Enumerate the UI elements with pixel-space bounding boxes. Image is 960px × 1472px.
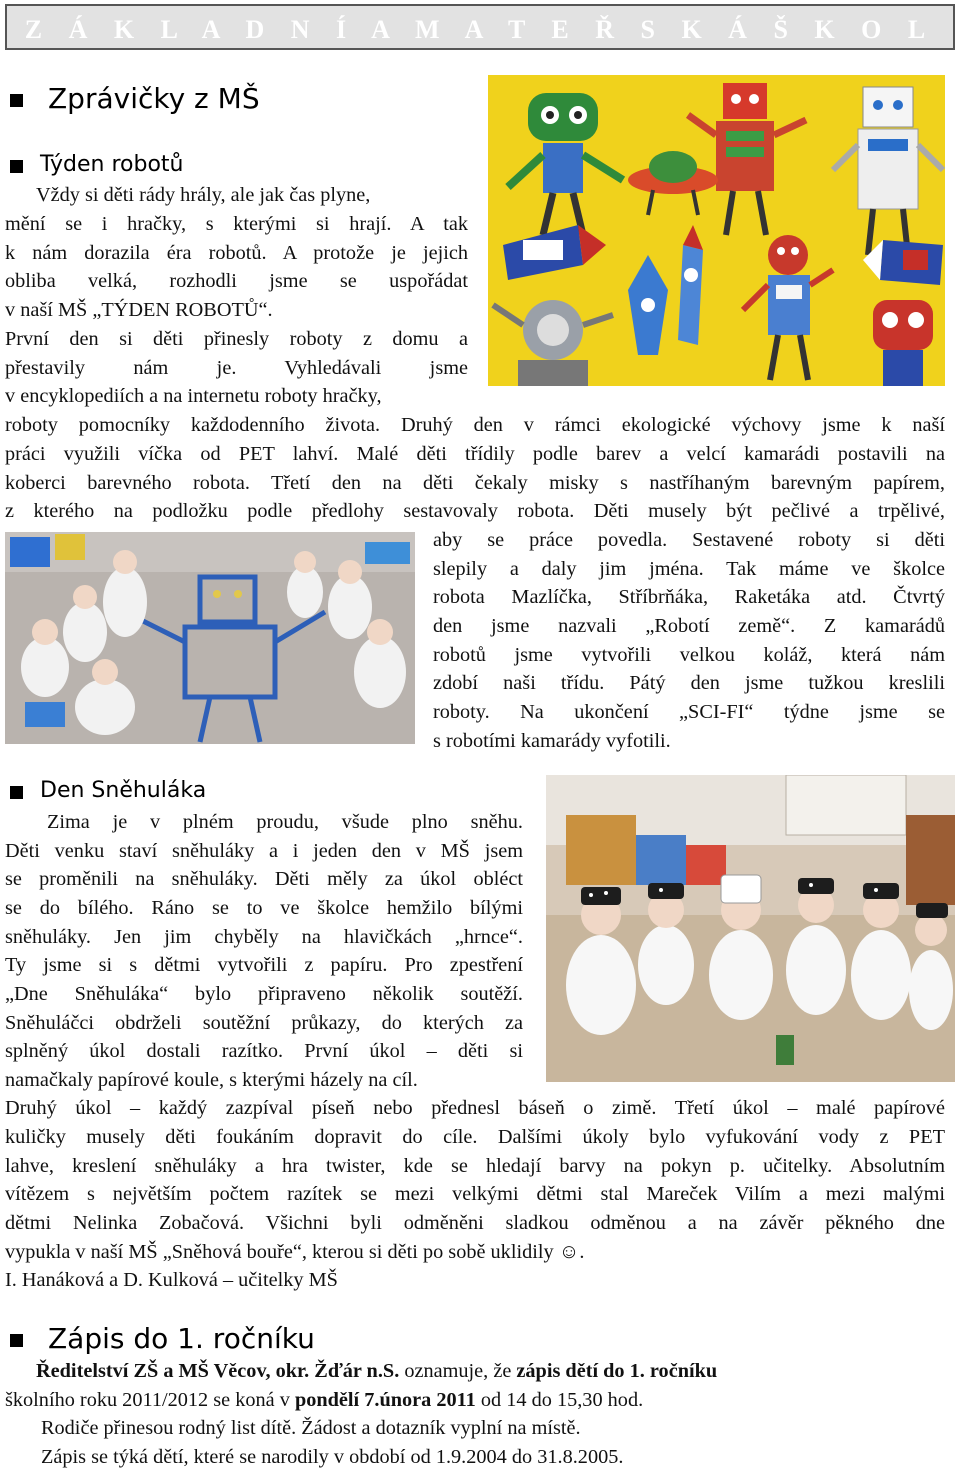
- robots-paragraph-line: v naší MŠ „TÝDEN ROBOTŮ“.: [5, 299, 273, 321]
- zapis-text: od 14 do 15,30 hod.: [475, 1389, 644, 1411]
- snowman-paragraph-line: splněný úkol dostali razítko. První úkol – děti si: [5, 1040, 523, 1062]
- robots-paragraph-line: koberci barevného robota. Třetí den na děti čekaly misky s nastříhaným barevným papírem,: [5, 472, 945, 494]
- robots-paragraph-line: den jsme nazvali „Robotí země“. Z kamarádů: [433, 615, 945, 637]
- robots-paragraph-line: zdobí naši třídu. Pátý den jsme tužkou kreslili: [433, 672, 945, 694]
- school-header-title: Z Á K L A D N Í A M A T E Ř S K Á Š K O L A: [24, 15, 936, 74]
- article-title-zapis: Zápis do 1. ročníku: [48, 1322, 315, 1355]
- bullet-square-icon: [10, 160, 23, 173]
- snowman-paragraph-line: vítězem s největším počtem razítek se mezi velkými dětmi stal Mareček Vilím a mezi malými: [5, 1183, 945, 1205]
- zapis-highlight: zápis dětí do 1. ročníku: [516, 1360, 718, 1382]
- snowman-paragraph-line: „Dne Sněhuláka“ bylo připraveno několik soutěží.: [5, 983, 523, 1005]
- bullet-square-icon: [10, 94, 23, 107]
- robots-paragraph-line: práci využili víčka od PET lahví. Malé děti třídily podle barev a velcí kamarádi postavili na: [5, 443, 945, 465]
- snowman-paragraph-line: kuličky musely děti foukáním dopravit do cíle. Dalšími úkoly bylo vyfukování vody z PET: [5, 1126, 945, 1148]
- robots-paragraph-line: v encyklopediích a na internetu roboty hračky,: [5, 385, 382, 407]
- snowman-paragraph-line: Zima je v plném proudu, všude plno sněhu.: [47, 811, 523, 833]
- school-header-banner: [5, 4, 955, 74]
- snowman-paragraph-line: Děti venku staví sněhuláky a i jeden den v MŠ jsem: [5, 840, 523, 862]
- robots-paragraph-line: k nám dorazila éra robotů. A protože je jejich: [5, 242, 468, 264]
- zapis-line-2: [5, 1386, 643, 1415]
- robots-paragraph-line: obliba velká, rozhodli jsme se uspořádat: [5, 270, 468, 292]
- snowman-paragraph-line: Sněhuláčci obdrželi soutěžní průkazy, do kterých za: [5, 1012, 523, 1034]
- snowman-paragraph-line: sněhuláky. Jen jim chyběly na hlavičkách „hrnce“.: [5, 926, 523, 948]
- zapis-line-1: [36, 1357, 945, 1386]
- robots-paragraph-line: z kterého na podložku podle předlohy sestavovaly robota. Děti musely být pečlivé a trpělivé,: [5, 500, 945, 522]
- robots-paragraph-line: roboty pomocníky každodenního života. Druhý den v rámci ekologické výchovy jsme k naší: [5, 414, 945, 436]
- robots-paragraph-line: robota Mazlíčka, Stříbrňáka, Raketáka atd. Čtvrtý: [433, 586, 945, 608]
- snowman-paragraph-line: dětmi Nelinka Zobačová. Všichni byli odměněni sladkou odměnou a na závěr pěkného dne: [5, 1212, 945, 1234]
- snowman-paragraph-line: vypukla v naší MŠ „Sněhová bouře“, kterou si děti po sobě uklidily ☺.: [5, 1241, 585, 1263]
- robots-paragraph-line: přestavily nám je. Vyhledávali jsme: [5, 357, 468, 379]
- robots-paragraph-line: robotů jsme vytvořili velkou koláž, která nám: [433, 644, 945, 666]
- robots-paragraph-line: mění se i hračky, s kterými si hrají. A tak: [5, 213, 468, 235]
- robots-paragraph-line: aby se práce povedla. Sestavené roboty si děti: [433, 529, 945, 551]
- zapis-text: školního roku 2011/2012 se koná v: [5, 1389, 295, 1411]
- bottlecap-robot-photo: [5, 532, 415, 744]
- robots-paragraph-line: Vždy si děti rády hrály, ale jak čas plyne,: [36, 184, 371, 206]
- snowman-paragraph-line: se do bílého. Ráno se to ve školce hemžilo bílými: [5, 897, 523, 919]
- robot-collage-photo: [488, 75, 945, 386]
- robots-paragraph-line: První den si děti přinesly roboty z domu a: [5, 328, 468, 350]
- article-signature: I. Hanáková a D. Kulková – učitelky MŠ: [5, 1269, 338, 1291]
- snowman-paragraph-line: se proměnili na sněhuláky. Děti měly za úkol obléct: [5, 868, 523, 890]
- robots-paragraph-line: s robotími kamarády vyfotili.: [433, 730, 671, 752]
- snowman-paragraph-line: namačkaly papírové koule, s kterými házely na cíl.: [5, 1069, 418, 1091]
- robots-paragraph-line: slepily a daly jim jména. Tak máme ve školce: [433, 558, 945, 580]
- zapis-line-3: Rodiče přinesou rodný list dítě. Žádost a dotazník vyplní na místě.: [41, 1417, 581, 1439]
- zapis-date: pondělí 7.února 2011: [294, 1389, 476, 1411]
- section-title-ms: Zprávičky z MŠ: [48, 82, 260, 115]
- snowmen-children-photo: [546, 775, 955, 1082]
- snowman-paragraph-line: Ty jsme si s dětmi vytvořili z papíru. Pro zpestření: [5, 954, 523, 976]
- article-title-snowman: Den Sněhuláka: [40, 778, 207, 803]
- bullet-square-icon: [10, 1334, 23, 1347]
- robots-paragraph-line: roboty. Na ukončení „SCI-FI“ týdne jsme se: [433, 701, 945, 723]
- bullet-square-icon: [10, 786, 23, 799]
- snowman-paragraph-line: Druhý úkol – každý zazpíval píseň nebo přednesl báseň o zimě. Třetí úkol – malé papírové: [5, 1097, 945, 1119]
- article-title-robots: Týden robotů: [40, 152, 184, 177]
- zapis-school-name: Ředitelství ZŠ a MŠ Věcov, okr. Žďár n.S.: [36, 1360, 400, 1382]
- snowman-paragraph-line: lahve, kreslení sněhuláky a hra twister, kde se hledají barvy na pokyn p. učitelky. Absolutním: [5, 1155, 945, 1177]
- zapis-line-4: Zápis se týká dětí, které se narodily v období od 1.9.2004 do 31.8.2005.: [41, 1446, 624, 1468]
- zapis-text: oznamuje, že: [399, 1360, 517, 1382]
